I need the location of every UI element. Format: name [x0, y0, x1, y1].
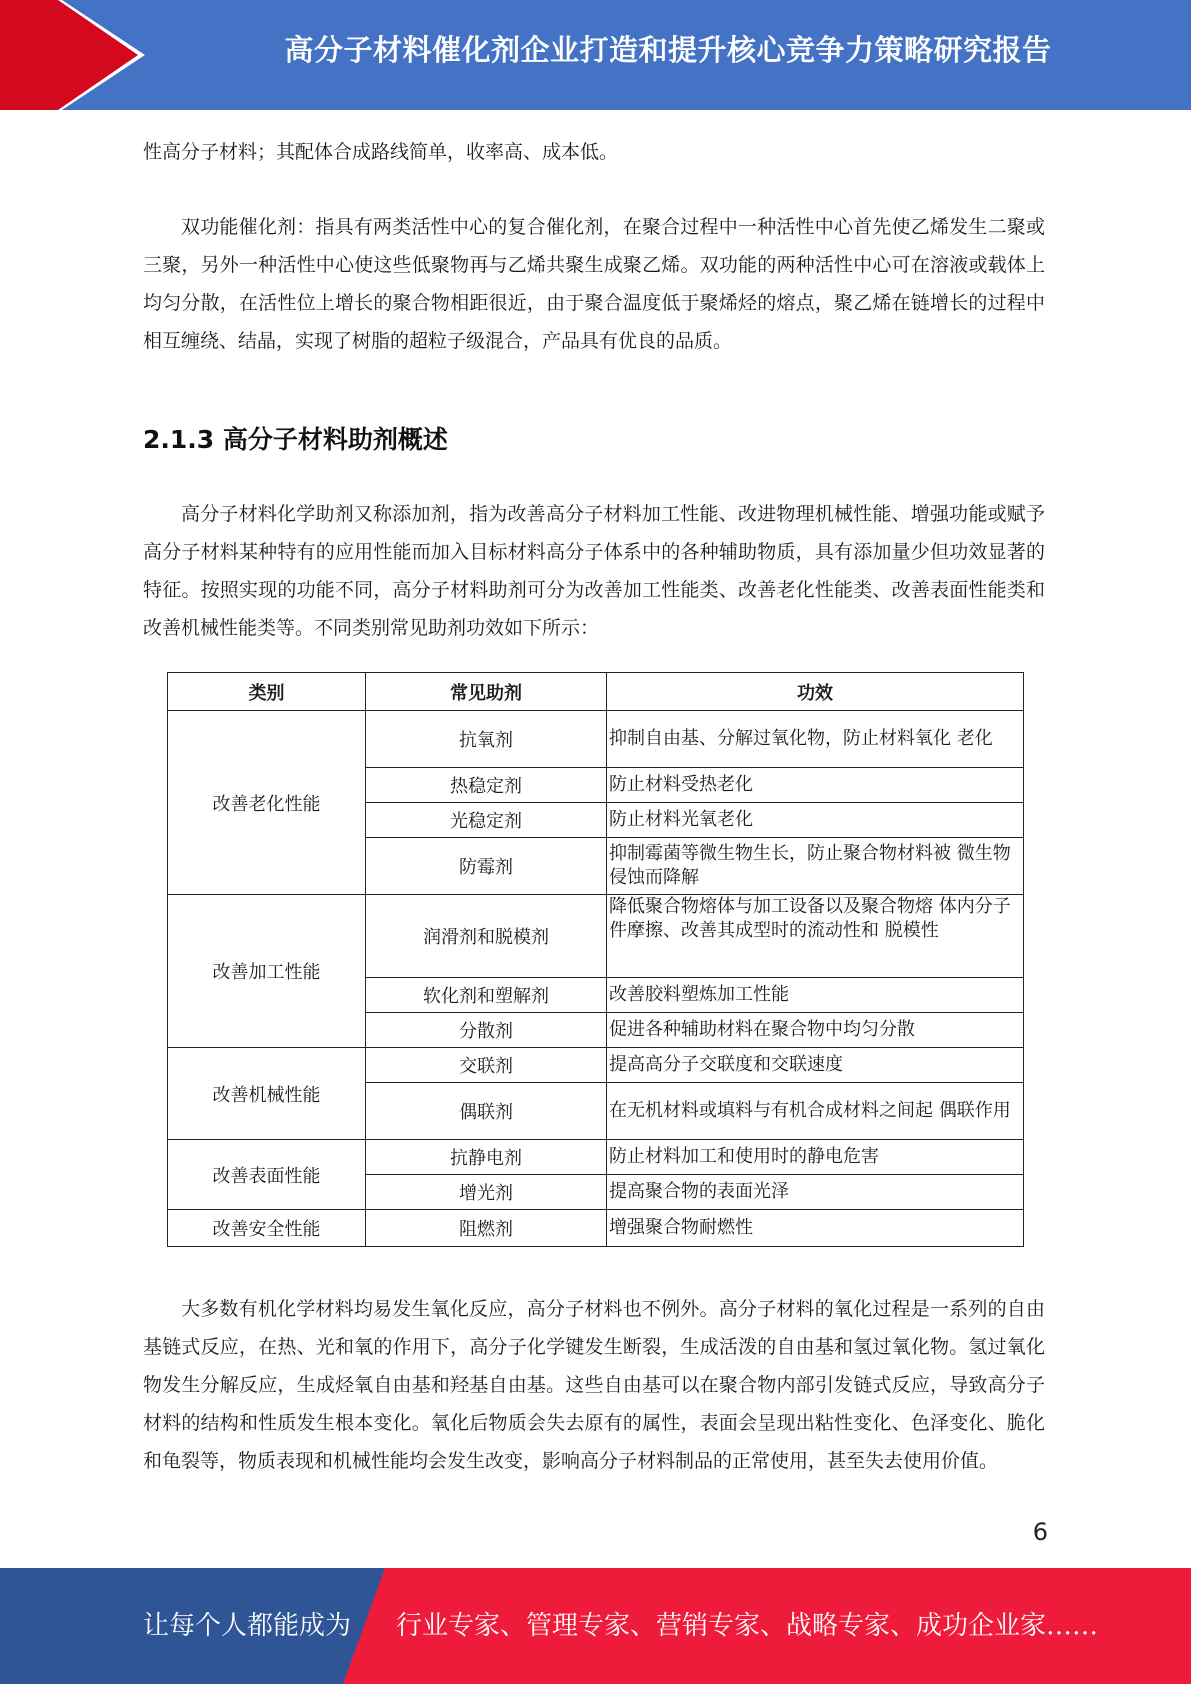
- page-number: 6: [1032, 1518, 1048, 1546]
- effect-cell: 改善胶料塑炼加工性能: [607, 978, 1024, 1013]
- category-cell: 改善机械性能: [168, 1048, 366, 1140]
- effect-cell: 降低聚合物熔体与加工设备以及聚合物熔 体内分子件摩擦、改善其成型时的流动性和 脱模性: [607, 895, 1024, 978]
- agent-cell: 润滑剂和脱模剂: [366, 895, 607, 978]
- page-header: [0, 0, 1191, 110]
- section-heading: 2.1.3 高分子材料助剂概述: [143, 425, 448, 454]
- col-header-agent: 常见助剂: [366, 673, 607, 711]
- paragraph-3: 高分子材料化学助剂又称添加剂，指为改善高分子材料加工性能、改进物理机械性能、增强功能或赋予高分子材料某种特有的应用性能而加入目标材料高分子体系中的各种辅助物质，具有添加量少但功效显著的特征。按照实现的功能不同，高分子材料助剂可分为改善加工性能类、改善老化性能类、改善表面性能类和改善机械性能类等。不同类别常见助剂功效如下所示：: [143, 503, 1045, 639]
- table-row: [168, 1140, 1024, 1175]
- table-row: [168, 1048, 1024, 1083]
- table-row: [168, 895, 1024, 978]
- agent-cell: 增光剂: [366, 1175, 607, 1210]
- paragraph-2: 双功能催化剂：指具有两类活性中心的复合催化剂，在聚合过程中一种活性中心首先使乙烯发生二聚或三聚，另外一种活性中心使这些低聚物再与乙烯共聚生成聚乙烯。双功能的两种活性中心可在溶液或载体上均匀分散，在活性位上增长的聚合物相距很近，由于聚合温度低于聚烯烃的熔点，聚乙烯在链增长的过程中相互缠绕、结晶，实现了树脂的超粒子级混合，产品具有优良的品质。: [143, 216, 1045, 352]
- effect-cell: 在无机材料或填料与有机合成材料之间起 偶联作用: [607, 1083, 1024, 1140]
- agent-cell: 防霉剂: [366, 838, 607, 895]
- category-cell: 改善老化性能: [168, 711, 366, 895]
- effect-cell: 防止材料光氧老化: [607, 803, 1024, 838]
- effect-cell: 增强聚合物耐燃性: [607, 1210, 1024, 1247]
- footer-slogan-left: 让每个人都能成为: [143, 1611, 352, 1641]
- effect-cell: 提高高分子交联度和交联速度: [607, 1048, 1024, 1083]
- effect-cell: 抑制自由基、分解过氧化物，防止材料氧化 老化: [607, 711, 1024, 768]
- page-footer: [0, 1568, 1191, 1684]
- effect-cell: 促进各种辅助材料在聚合物中均匀分散: [607, 1013, 1024, 1048]
- paragraph-1: 性高分子材料；其配体合成路线简单，收率高、成本低。: [143, 141, 619, 163]
- agent-cell: 分散剂: [366, 1013, 607, 1048]
- effect-cell: 抑制霉菌等微生物生长，防止聚合物材料被 微生物侵蚀而降解: [607, 838, 1024, 895]
- report-title: 高分子材料催化剂企业打造和提升核心竞争力策略研究报告: [284, 33, 1052, 67]
- table-header-row: [168, 673, 1024, 711]
- agent-cell: 抗氧剂: [366, 711, 607, 768]
- category-cell: 改善加工性能: [168, 895, 366, 1048]
- effect-cell: 提高聚合物的表面光泽: [607, 1175, 1024, 1210]
- agent-cell: 抗静电剂: [366, 1140, 607, 1175]
- agent-cell: 光稳定剂: [366, 803, 607, 838]
- paragraph-4: 大多数有机化学材料均易发生氧化反应，高分子材料也不例外。高分子材料的氧化过程是一系列的自由基链式反应，在热、光和氧的作用下，高分子化学键发生断裂，生成活泼的自由基和氢过氧化物。氢过氧化物发生分解反应，生成烃氧自由基和羟基自由基。这些自由基可以在聚合物内部引发链式反应，导致高分子材料的结构和性质发生根本变化。氧化后物质会失去原有的属性，表面会呈现出粘性变化、色泽变化、脆化和龟裂等，物质表现和机械性能均会发生改变，影响高分子材料制品的正常使用，甚至失去使用价值。: [143, 1298, 1045, 1472]
- table-row: [168, 1210, 1024, 1247]
- category-cell: 改善安全性能: [168, 1210, 366, 1247]
- agent-cell: 交联剂: [366, 1048, 607, 1083]
- footer-slogan-right: 行业专家、管理专家、营销专家、战略专家、成功企业家……: [396, 1611, 1099, 1641]
- agent-cell: 软化剂和塑解剂: [366, 978, 607, 1013]
- table-row: [168, 711, 1024, 768]
- agent-cell: 热稳定剂: [366, 768, 607, 803]
- col-header-effect: 功效: [607, 673, 1024, 711]
- col-header-category: 类别: [168, 673, 366, 711]
- header-chevron-decoration: [0, 0, 160, 110]
- category-cell: 改善表面性能: [168, 1140, 366, 1210]
- effect-cell: 防止材料受热老化: [607, 768, 1024, 803]
- effect-cell: 防止材料加工和使用时的静电危害: [607, 1140, 1024, 1175]
- additives-table: [167, 672, 1024, 1247]
- agent-cell: 偶联剂: [366, 1083, 607, 1140]
- agent-cell: 阻燃剂: [366, 1210, 607, 1247]
